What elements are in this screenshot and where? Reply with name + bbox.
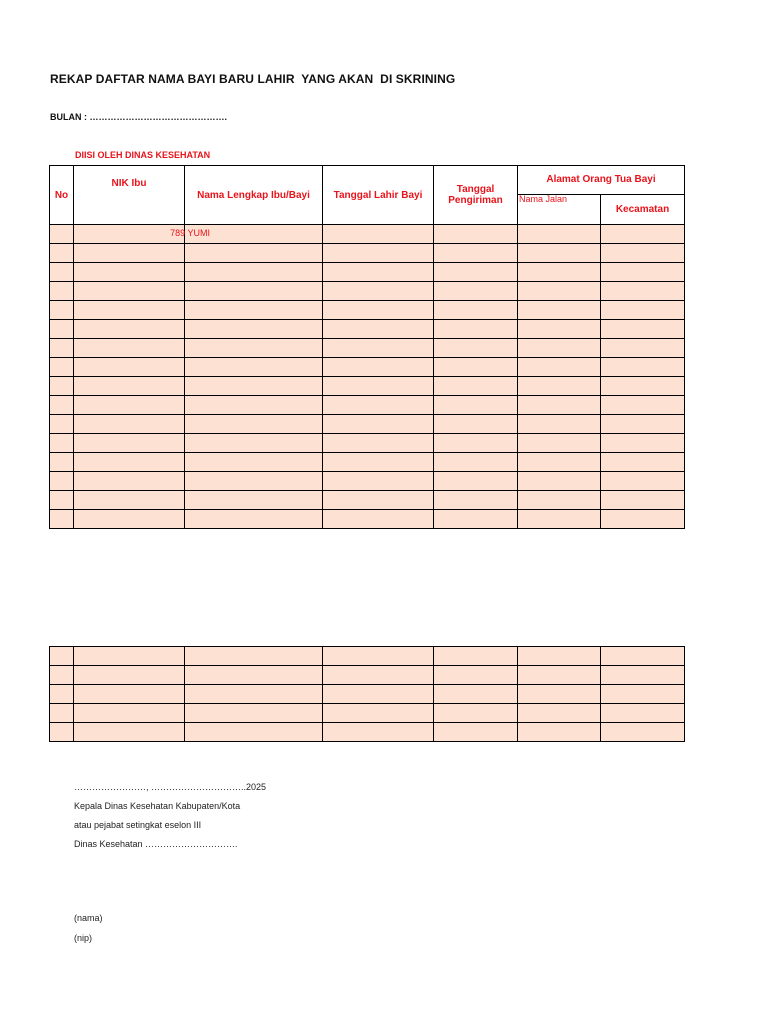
bulan-field: BULAN : ………………………………………. [50,112,227,122]
table-cell[interactable] [74,320,185,339]
table-cell[interactable] [185,263,323,282]
table-cell[interactable] [185,666,323,685]
table-row [50,377,685,396]
table-cell[interactable] [518,301,601,320]
table-cell[interactable] [518,510,601,529]
table-cell[interactable] [185,510,323,529]
table-row [50,510,685,529]
table-cell[interactable] [50,320,74,339]
signature-nip: (nip) [74,933,93,943]
table-cell[interactable] [74,396,185,415]
nik-value: 789 YUMI [170,228,210,238]
table-cell[interactable] [323,666,434,685]
header-row [50,166,685,195]
table-cell[interactable] [185,723,323,742]
table-cell[interactable] [50,453,74,472]
table-cell[interactable] [601,453,685,472]
table-cell[interactable] [74,358,185,377]
table-cell[interactable] [518,723,601,742]
table-cell[interactable] [323,723,434,742]
table-cell[interactable] [434,647,518,666]
table-cell[interactable] [518,396,601,415]
table-cell[interactable] [185,358,323,377]
table-cell[interactable] [601,263,685,282]
table-cell[interactable] [434,358,518,377]
table-cell[interactable] [323,263,434,282]
table-cell[interactable] [74,723,185,742]
table-cell[interactable] [74,339,185,358]
table-row [50,647,685,666]
table-cell[interactable] [518,339,601,358]
table-cell[interactable] [74,282,185,301]
table-cell[interactable] [518,453,601,472]
table-cell[interactable] [601,510,685,529]
table-cell[interactable] [323,510,434,529]
table-row [50,396,685,415]
table-cell[interactable] [50,263,74,282]
table-cell[interactable] [323,301,434,320]
table-row [50,415,685,434]
header-tanggal-lahir: Tanggal Lahir Bayi [323,166,434,225]
table-cell[interactable] [434,282,518,301]
table-cell[interactable] [434,225,518,244]
header-alamat: Alamat Orang Tua Bayi [518,166,685,195]
header-no: No [50,166,74,225]
document-title: REKAP DAFTAR NAMA BAYI BARU LAHIR YANG AKAN DI SKRINING [50,72,456,86]
table-cell[interactable] [434,377,518,396]
table-cell[interactable] [601,282,685,301]
table-cell[interactable] [74,415,185,434]
table-cell[interactable] [601,415,685,434]
table-row [50,358,685,377]
table-cell[interactable] [518,225,601,244]
table-row [50,666,685,685]
table-cell[interactable] [323,434,434,453]
table-cell[interactable] [601,244,685,263]
table-cell[interactable] [50,685,74,704]
table-cell[interactable] [185,415,323,434]
table-cell[interactable] [518,666,601,685]
table-cell[interactable] [50,704,74,723]
table-cell[interactable] [185,434,323,453]
table-cell[interactable] [434,510,518,529]
table-cell[interactable] [434,434,518,453]
table-cell[interactable] [74,704,185,723]
table-row [50,282,685,301]
table-cell[interactable] [74,301,185,320]
table-cell[interactable] [518,377,601,396]
table-cell[interactable] [323,491,434,510]
table-cell[interactable] [434,491,518,510]
table-cell[interactable] [185,685,323,704]
table-cell[interactable] [323,704,434,723]
table-cell[interactable] [601,358,685,377]
table-cell[interactable] [323,339,434,358]
header-nama-jalan: Nama Jalan [518,195,601,225]
table-cell[interactable] [74,263,185,282]
table-row [50,301,685,320]
table-row [50,685,685,704]
table-cell[interactable] [434,263,518,282]
table-cell[interactable] [323,453,434,472]
table-cell[interactable] [50,301,74,320]
table-cell[interactable] [518,647,601,666]
table-cell[interactable] [185,396,323,415]
table-cell[interactable] [434,396,518,415]
table-cell[interactable] [601,472,685,491]
table-cell[interactable] [50,666,74,685]
table-cell[interactable] [601,320,685,339]
header-nama-lengkap: Nama Lengkap Ibu/Bayi [185,166,323,225]
signature-title-line2: atau pejabat setingkat eselon III [74,820,202,830]
table-row [50,339,685,358]
table-cell[interactable] [601,685,685,704]
table-cell[interactable] [601,377,685,396]
table-cell[interactable] [50,225,74,244]
table-row [50,472,685,491]
table-cell[interactable] [323,396,434,415]
table-cell[interactable] [518,358,601,377]
table-cell[interactable] [50,472,74,491]
table-cell[interactable] [434,301,518,320]
table-cell[interactable] [323,358,434,377]
table-cell[interactable] [74,647,185,666]
table-cell[interactable] [323,320,434,339]
table-cell[interactable] [50,282,74,301]
signature-title-line3: Dinas Kesehatan …………………………. [74,839,238,849]
header-tanggal-pengiriman: Tanggal Pengiriman [434,166,518,225]
header-kecamatan: Kecamatan [601,195,685,225]
table-cell[interactable] [434,723,518,742]
table-cell[interactable] [50,723,74,742]
table-cell[interactable] [74,472,185,491]
table-cell[interactable] [50,434,74,453]
table-cell[interactable] [50,358,74,377]
continuation-table [49,646,685,742]
table-cell[interactable] [434,685,518,704]
table-cell[interactable] [518,282,601,301]
table-cell[interactable] [601,225,685,244]
table-cell[interactable] [50,339,74,358]
table-cell[interactable] [185,647,323,666]
table-cell[interactable] [185,491,323,510]
table-cell[interactable] [518,320,601,339]
table-row [50,491,685,510]
table-cell[interactable] [185,301,323,320]
table-cell[interactable] [601,647,685,666]
table-cell[interactable] [518,472,601,491]
table-cell[interactable] [74,666,185,685]
table-cell[interactable] [74,491,185,510]
table-row [50,434,685,453]
table-cell[interactable] [434,472,518,491]
table-cell[interactable] [323,377,434,396]
table-cell[interactable] [601,704,685,723]
table-cell[interactable] [74,434,185,453]
table-cell[interactable] [518,491,601,510]
table-cell[interactable] [323,244,434,263]
table-cell[interactable] [434,244,518,263]
table-cell[interactable] [518,704,601,723]
table-cell[interactable] [50,396,74,415]
table-cell[interactable] [185,453,323,472]
table-cell[interactable] [434,453,518,472]
table-cell[interactable] [323,472,434,491]
table-cell[interactable] [74,510,185,529]
table-cell[interactable] [74,685,185,704]
table-cell[interactable] [185,320,323,339]
table-cell[interactable] [323,685,434,704]
table-row [50,320,685,339]
table-cell[interactable] [74,225,210,244]
table-cell[interactable] [601,491,685,510]
table-cell[interactable] [323,282,434,301]
table-cell[interactable] [601,396,685,415]
table-cell[interactable] [185,377,323,396]
table-cell[interactable] [601,301,685,320]
table-cell[interactable] [434,320,518,339]
table-cell[interactable] [74,377,185,396]
table-row [50,263,685,282]
header-nik-ibu: NIK Ibu [74,166,185,225]
table-cell[interactable] [185,282,323,301]
signature-date: ……………………, …………………………..2025 [74,782,267,792]
table-cell[interactable] [518,263,601,282]
table-cell[interactable] [518,244,601,263]
table-row [50,225,685,244]
table-cell[interactable] [185,244,323,263]
table-cell[interactable] [74,453,185,472]
table-cell[interactable] [601,434,685,453]
table-cell[interactable] [601,723,685,742]
table-cell[interactable] [601,339,685,358]
table-cell[interactable] [74,244,185,263]
table-cell[interactable] [50,647,74,666]
table-cell[interactable] [434,666,518,685]
table-cell[interactable] [185,472,323,491]
signature-title-line1: Kepala Dinas Kesehatan Kabupaten/Kota [74,801,241,811]
table-cell[interactable] [185,339,323,358]
table-cell[interactable] [601,666,685,685]
table-row [50,244,685,263]
table-cell[interactable] [50,244,74,263]
table-row [50,453,685,472]
table-cell[interactable] [434,704,518,723]
recap-table [49,165,685,529]
signature-name: (nama) [74,913,103,923]
table-cell[interactable] [518,434,601,453]
table-cell[interactable] [323,225,434,244]
table-cell[interactable] [434,415,518,434]
table-row [50,723,685,742]
table-cell[interactable] [185,704,323,723]
table-cell[interactable] [518,415,601,434]
table-cell[interactable] [50,415,74,434]
table-cell[interactable] [50,491,74,510]
table-cell[interactable] [323,647,434,666]
table-cell[interactable] [50,377,74,396]
table-cell[interactable] [518,685,601,704]
table-cell[interactable] [50,510,74,529]
table-row [50,704,685,723]
table-cell[interactable] [434,339,518,358]
table-cell[interactable] [323,415,434,434]
filled-by-note: DIISI OLEH DINAS KESEHATAN [75,150,211,160]
